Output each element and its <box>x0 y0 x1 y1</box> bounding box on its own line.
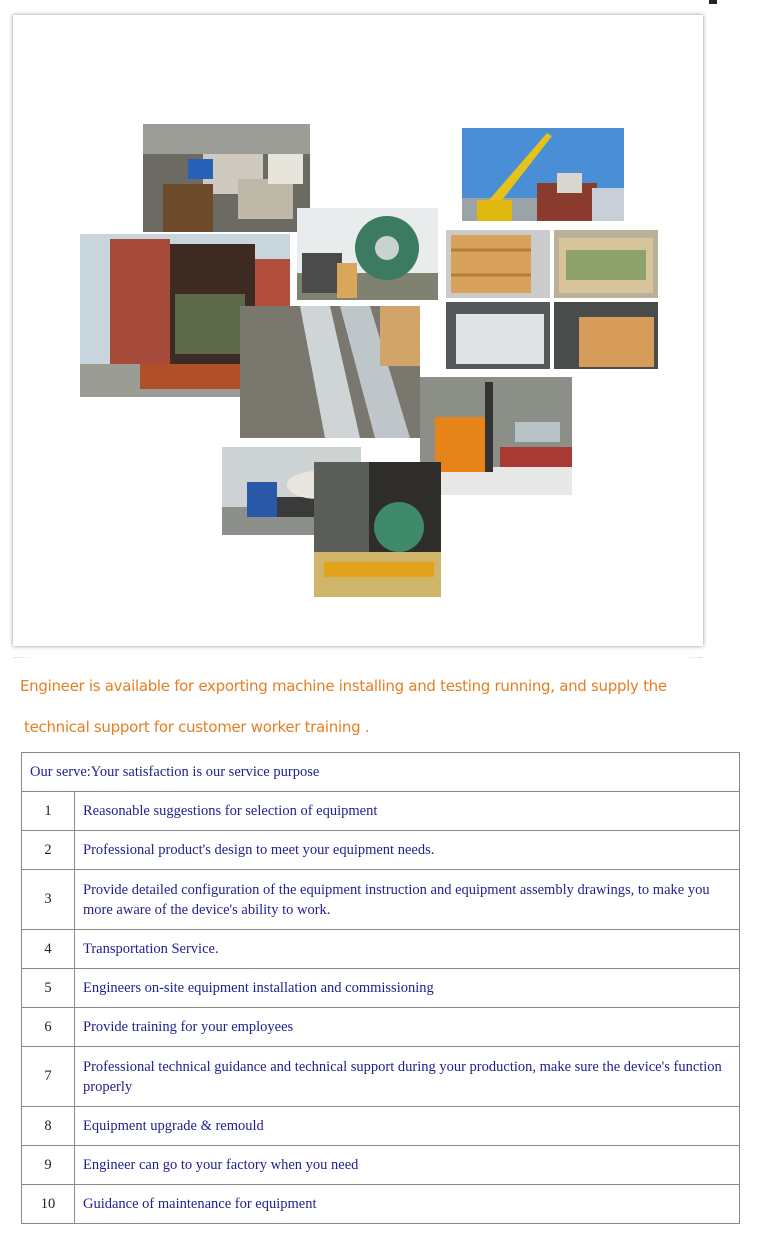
row-number: 9 <box>22 1146 75 1185</box>
header-text: Your satisfaction is our service purpose <box>90 763 320 780</box>
section-divider <box>13 657 703 658</box>
row-text: Guidance of maintenance for equipment <box>75 1185 740 1224</box>
row-text: Engineers on-site equipment installation and commissioning <box>75 969 740 1008</box>
row-number: 3 <box>22 870 75 930</box>
row-text: Provide training for your employees <box>75 1008 740 1047</box>
photo-crate-warehouse <box>554 302 658 369</box>
photo-packed-crate <box>554 230 658 298</box>
table-row <box>22 1146 740 1185</box>
header-cell <box>22 753 740 792</box>
intro-line-1: Engineer is available for exporting machine installing and testing running, and supply the <box>20 677 667 695</box>
row-number: 1 <box>22 792 75 831</box>
intro-line-2: technical support for customer worker training . <box>24 718 370 736</box>
row-text: Professional technical guidance and technical support during your production, make sure the device's function properly <box>75 1047 740 1107</box>
table-row <box>22 1047 740 1107</box>
photo-fan-forklift <box>297 208 438 300</box>
table-row <box>22 930 740 969</box>
service-table-header <box>22 753 740 792</box>
table-row <box>22 969 740 1008</box>
row-number: 4 <box>22 930 75 969</box>
row-text: Equipment upgrade & remould <box>75 1107 740 1146</box>
photo-forklift-roller <box>420 377 572 495</box>
table-row <box>22 1185 740 1224</box>
service-table <box>21 752 740 1224</box>
row-number: 7 <box>22 1047 75 1107</box>
table-row <box>22 1107 740 1146</box>
table-row <box>22 1008 740 1047</box>
row-text: Professional product's design to meet your equipment needs. <box>75 831 740 870</box>
row-number: 10 <box>22 1185 75 1224</box>
row-text: Transportation Service. <box>75 930 740 969</box>
row-number: 8 <box>22 1107 75 1146</box>
photo-crane-loading <box>462 128 624 221</box>
shipping-photo-collage <box>13 15 703 646</box>
row-number: 5 <box>22 969 75 1008</box>
photo-rollers <box>240 306 420 438</box>
table-row <box>22 792 740 831</box>
row-number: 2 <box>22 831 75 870</box>
photo-wrapped-machine <box>446 302 550 369</box>
row-text: Provide detailed configuration of the equipment instruction and equipment assembly drawings, to make you more aware of the device's ability to work. <box>75 870 740 930</box>
row-number: 6 <box>22 1008 75 1047</box>
table-row <box>22 831 740 870</box>
corner-marker <box>709 0 717 4</box>
row-text: Reasonable suggestions for selection of equipment <box>75 792 740 831</box>
table-row <box>22 870 740 930</box>
row-text: Engineer can go to your factory when you need <box>75 1146 740 1185</box>
photo-wooden-crate <box>446 230 550 298</box>
photo-warehouse-parts <box>143 124 310 232</box>
photo-container-fan <box>314 462 441 597</box>
header-prefix: Our serve: <box>30 763 91 780</box>
